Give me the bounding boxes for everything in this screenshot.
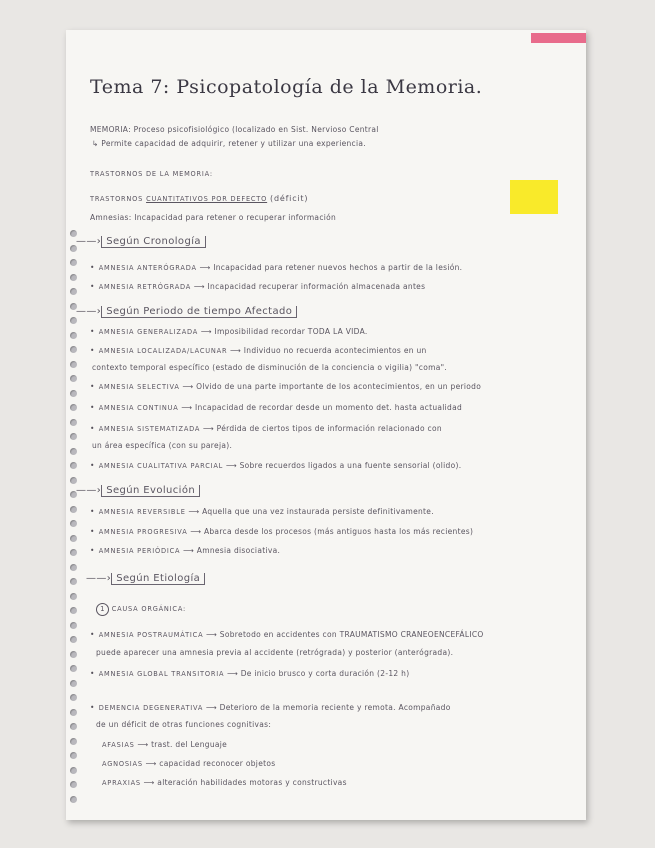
binder-hole [70, 709, 77, 716]
list-item: • AMNESIA PROGRESIVA ⟶ Abarca desde los procesos (más antiguos hasta los más recientes) [90, 527, 473, 536]
list-item: • AMNESIA REVERSIBLE ⟶ Aquella que una vez instaurada persiste definitivamente. [90, 507, 434, 516]
list-item: • AMNESIA CUALITATIVA PARCIAL ⟶ Sobre recuerdos ligados a una fuente sensorial (olido). [90, 461, 461, 470]
binder-hole [70, 390, 77, 397]
list-item: • AMNESIA CONTINUA ⟶ Incapacidad de recordar desde un momento det. hasta actualidad [90, 403, 462, 412]
binder-hole [70, 419, 77, 426]
section-cronologia [76, 236, 206, 247]
binder-hole [70, 767, 77, 774]
list-item: • AMNESIA POSTRAUMÁTICA ⟶ Sobretodo en accidentes con TRAUMATISMO CRANEOENCEFÁLICO [90, 630, 484, 639]
binder-hole [70, 680, 77, 687]
binder-hole [70, 578, 77, 585]
binder-hole [70, 375, 77, 382]
section-evolucion [76, 485, 200, 496]
disorders-heading: TRASTORNOS DE LA MEMORIA: [90, 170, 213, 178]
binder-hole [70, 448, 77, 455]
list-item-continuation: de un déficit de otras funciones cognitivas: [96, 720, 272, 729]
definition-line-1: MEMORIA: Proceso psicofisiológico (localizado en Sist. Nervioso Central [90, 125, 379, 134]
list-item: • AMNESIA GENERALIZADA ⟶ Imposibilidad recordar TODA LA VIDA. [90, 327, 368, 336]
list-item: • DEMENCIA DEGENERATIVA ⟶ Deterioro de la memoria reciente y remota. Acompañado [90, 703, 451, 712]
binder-hole [70, 593, 77, 600]
quant-boxed: CUANTITATIVOS POR DEFECTO [146, 195, 268, 203]
binder-hole [70, 259, 77, 266]
binder-hole [70, 738, 77, 745]
section-cronologia-label: Según Cronología [101, 236, 206, 248]
cause-heading [96, 603, 186, 616]
binder-hole [70, 361, 77, 368]
arrow-icon: ——› [86, 573, 112, 584]
binder-hole [70, 317, 77, 324]
arrow-icon: ——› [76, 306, 102, 317]
section-periodo [76, 306, 297, 317]
quant-prefix: TRASTORNOS [90, 195, 144, 203]
arrow-icon: ——› [76, 485, 102, 496]
quant-heading [90, 194, 308, 203]
list-item-continuation: contexto temporal específico (estado de disminución de la conciencia o vigilia) "coma". [92, 363, 448, 372]
binder-hole [70, 404, 77, 411]
cause-label: CAUSA ORGÁNICA: [111, 605, 187, 613]
amnesias-definition: Amnesias: Incapacidad para retener o recuperar información [90, 213, 337, 222]
sub-item: AFASIAS ⟶ trast. del Lenguaje [102, 740, 228, 749]
binder-hole [70, 781, 77, 788]
spiral-holes [70, 230, 78, 810]
binder-hole [70, 752, 77, 759]
list-item-continuation: puede aparecer una amnesia previa al accidente (retrógrada) y posterior (anterógrada). [96, 648, 454, 657]
binder-hole [70, 796, 77, 803]
quant-suffix: (déficit) [270, 194, 309, 203]
definition-line-2: ↳ Permite capacidad de adquirir, retener y utilizar una experiencia. [92, 139, 366, 148]
binder-hole [70, 477, 77, 484]
list-item: • AMNESIA GLOBAL TRANSITORIA ⟶ De inicio brusco y corta duración (2-12 h) [90, 669, 409, 678]
binder-hole [70, 622, 77, 629]
binder-hole [70, 636, 77, 643]
binder-hole [70, 651, 77, 658]
binder-hole [70, 549, 77, 556]
list-item: • AMNESIA LOCALIZADA/LACUNAR ⟶ Individuo no recuerda acontecimientos en un [90, 346, 427, 355]
section-periodo-label: Según Periodo de tiempo Afectado [101, 306, 297, 318]
binder-hole [70, 564, 77, 571]
binder-hole [70, 607, 77, 614]
list-item: • AMNESIA SELECTIVA ⟶ Olvido de una parte importante de los acontecimientos, en un periodo [90, 382, 481, 391]
sub-item: AGNOSIAS ⟶ capacidad reconocer objetos [102, 759, 276, 768]
binder-hole [70, 433, 77, 440]
list-item: • AMNESIA RETRÓGRADA ⟶ Incapacidad recuperar información almacenada antes [90, 282, 425, 291]
cause-number: 1 [96, 603, 109, 616]
binder-hole [70, 665, 77, 672]
binder-hole [70, 520, 77, 527]
binder-hole [70, 332, 77, 339]
binder-hole [70, 535, 77, 542]
section-evolucion-label: Según Evolución [101, 485, 200, 497]
binder-hole [70, 506, 77, 513]
page-title: Tema 7: Psicopatología de la Memoria. [90, 76, 483, 98]
section-etiologia-label: Según Etiología [111, 573, 205, 585]
binder-hole [70, 462, 77, 469]
pink-tab-marker [531, 33, 586, 43]
binder-hole [70, 346, 77, 353]
highlighter-mark [510, 180, 558, 214]
arrow-icon: ——› [76, 236, 102, 247]
binder-hole [70, 274, 77, 281]
list-item: • AMNESIA PERIÓDICA ⟶ Amnesia disociativa. [90, 546, 280, 555]
list-item: • AMNESIA SISTEMATIZADA ⟶ Pérdida de ciertos tipos de información relacionado con [90, 424, 442, 433]
sub-item: APRAXIAS ⟶ alteración habilidades motoras y constructivas [102, 778, 347, 787]
binder-hole [70, 723, 77, 730]
notebook-page [66, 30, 586, 820]
binder-hole [70, 694, 77, 701]
list-item-continuation: un área específica (con su pareja). [92, 441, 233, 450]
section-etiologia [86, 573, 205, 584]
list-item: • AMNESIA ANTERÓGRADA ⟶ Incapacidad para retener nuevos hechos a partir de la lesión. [90, 263, 462, 272]
binder-hole [70, 288, 77, 295]
